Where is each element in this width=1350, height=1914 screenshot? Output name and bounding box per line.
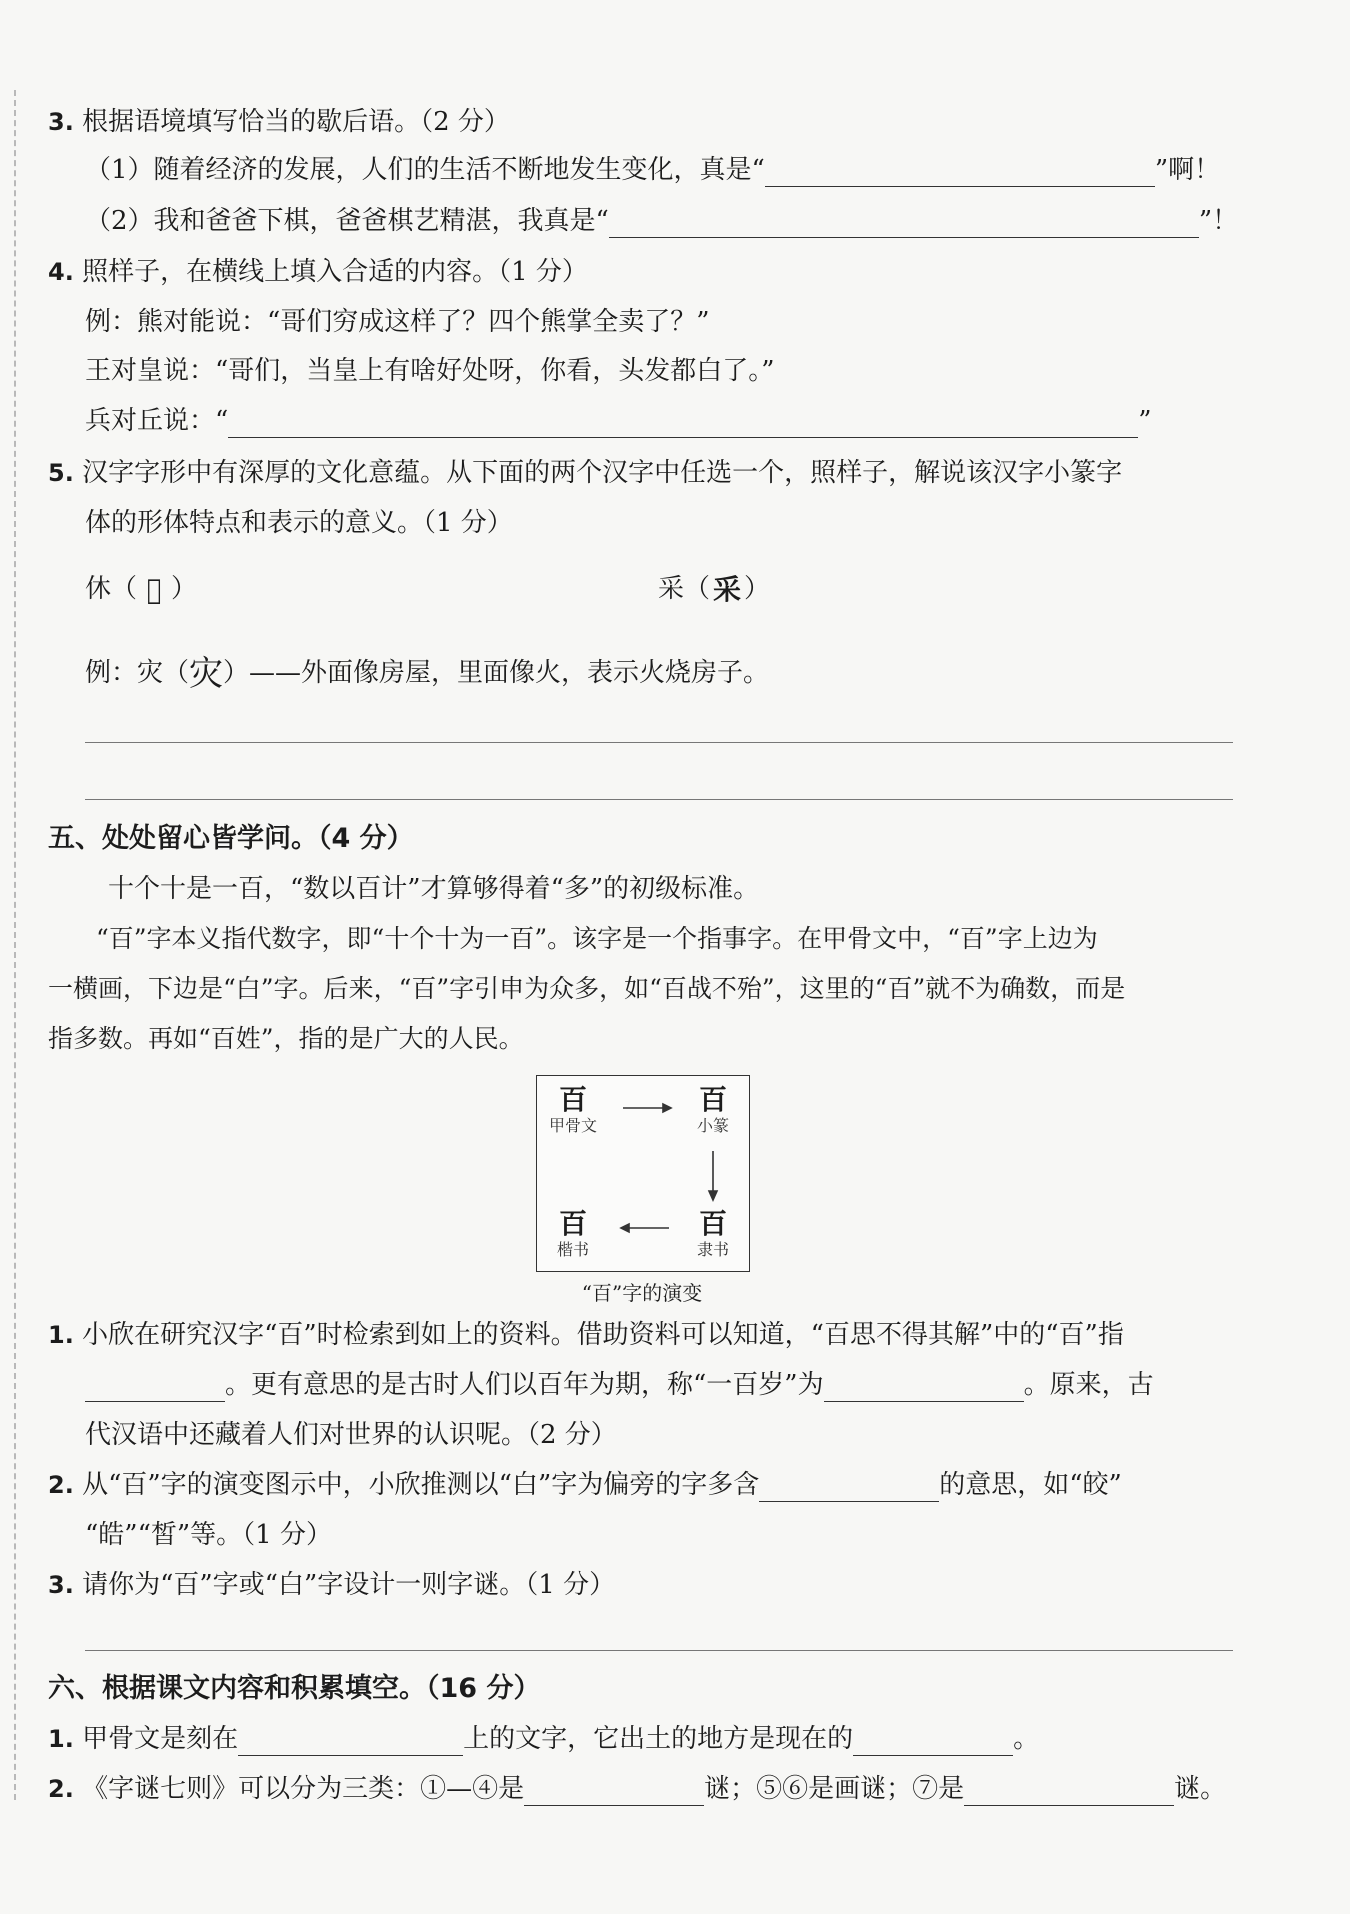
q5-example: [85, 650, 769, 698]
s6-q1-blank-2[interactable]: [853, 1727, 1013, 1756]
q3-title: 根据语境填写恰当的歇后语。（2 分）: [82, 107, 510, 137]
s5-q1-line3: 代汉语中还藏着人们对世界的认识呢。（2 分）: [85, 1420, 617, 1450]
clerical-char: 百: [698, 1207, 727, 1240]
q3-title-row: [48, 105, 510, 139]
section5-paragraph2-line1: “百”字本义指代数字，即“十个十为一百”。该字是一个指事字。在甲骨文中，“百”字上边为: [96, 924, 1098, 953]
s5-q1-text-2: 。更有意思的是古时人们以百年为期，称“一百岁”为: [225, 1370, 824, 1400]
s6-q2-text-1: 《字谜七则》可以分为三类：①—④是: [82, 1774, 525, 1804]
q5-title-1: 汉字字形中有深厚的文化意蕴。从下面的两个汉字中任选一个，照样子，解说该汉字小篆字: [82, 458, 1123, 488]
small-seal-label: 小篆: [696, 1116, 729, 1135]
s6-q1: [48, 1722, 1039, 1756]
s6-q2: [48, 1772, 1226, 1806]
section5-paragraph2-line3: 指多数。再如“百姓”，指的是广大的人民。: [48, 1024, 524, 1053]
small-seal-char: 百: [698, 1083, 727, 1116]
q4-title-row: [48, 255, 588, 289]
s5-q1-number: 1.: [48, 1321, 74, 1349]
section5-paragraph2-line2: 一横画，下边是“白”字。后来，“百”字引申为众多，如“百战不殆”，这里的“百”就不为确数，而是: [48, 974, 1126, 1003]
q4-prompt: [85, 404, 1152, 438]
q5-char1-seal-glyph: 𠇷: [146, 573, 162, 606]
s5-q2-blank[interactable]: [759, 1473, 939, 1502]
q5-answer-line-2[interactable]: [85, 799, 1233, 800]
q5-char2-regular: 采: [658, 574, 685, 604]
section5-paragraph1: 十个十是一百，“数以百计”才算够得着“多”的初级标准。: [108, 874, 760, 904]
oracle-bone-char: 百: [558, 1083, 587, 1116]
regular-label: 楷书: [556, 1240, 589, 1259]
s5-q2-line1: [48, 1468, 1122, 1502]
arrow-down-head: [709, 1191, 717, 1200]
q5-char2-seal-glyph: 采: [713, 573, 742, 606]
q5-char1-close: ）: [171, 574, 198, 604]
q5-example-post: ）——外面像房屋，里面像火，表示火烧房子。: [223, 658, 770, 688]
q4-prompt-end: ”: [1138, 406, 1152, 436]
q5-char2: [658, 570, 770, 610]
s5-q2-number: 2.: [48, 1471, 74, 1499]
q4-prompt-text: 兵对丘说：“: [85, 406, 229, 436]
s6-q2-text-3: 谜。: [1174, 1774, 1227, 1804]
s5-q1-blank-2[interactable]: [824, 1373, 1024, 1402]
diagram-arrows: [537, 1076, 749, 1271]
q4-number: 4.: [48, 258, 74, 286]
regular-char: 百: [558, 1207, 587, 1240]
q3-line1-end: ”啊！: [1154, 155, 1221, 185]
q5-example-seal-glyph: 灾: [189, 654, 224, 694]
s5-q2-text-2: 的意思，如“皎”: [939, 1470, 1122, 1500]
arrow-left-head: [621, 1224, 629, 1232]
q5-char1-open: （: [111, 574, 138, 604]
q4-example2: 王对皇说：“哥们，当皇上有啥好处呀，你看，头发都白了。”: [85, 356, 775, 386]
section5-title: 五、处处留心皆学问。（4 分）: [48, 823, 414, 854]
q3-line1-text: （1）随着经济的发展，人们的生活不断地发生变化，真是“: [85, 155, 765, 185]
s5-q1-text-1: 小欣在研究汉字“百”时检索到如上的资料。借助资料可以知道，“百思不得其解”中的“百”指: [82, 1320, 1124, 1350]
q4-title: 照样子，在横线上填入合适的内容。（1 分）: [82, 257, 588, 287]
s6-q1-number: 1.: [48, 1725, 74, 1753]
q3-line1: [85, 153, 1220, 187]
section6-title: 六、根据课文内容和积累填空。（16 分）: [48, 1673, 541, 1704]
s5-q2-line2: “皓”“皙”等。（1 分）: [85, 1520, 332, 1550]
s6-q2-text-2: 谜；⑤⑥是画谜；⑦是: [704, 1774, 965, 1804]
q3-line2-text: （2）我和爸爸下棋，爸爸棋艺精湛，我真是“: [85, 206, 609, 236]
q5-title-row: [48, 456, 1122, 490]
bai-evolution-diagram: [536, 1075, 750, 1272]
q3-line2-blank[interactable]: [609, 209, 1199, 238]
q5-title-2: 体的形体特点和表示的意义。（1 分）: [85, 508, 513, 538]
clerical-label: 隶书: [696, 1240, 729, 1259]
s6-q1-text-3: 。: [1013, 1724, 1040, 1754]
s5-q3-text: 请你为“百”字或“白”字设计一则字谜。（1 分）: [82, 1570, 616, 1600]
s5-q3-answer-line[interactable]: [85, 1650, 1233, 1651]
s5-q3-line1: [48, 1568, 615, 1602]
s6-q1-text-1: 甲骨文是刻在: [82, 1724, 239, 1754]
q5-example-pre: 例：灾（: [85, 658, 190, 688]
s5-q1-line1: [48, 1318, 1124, 1352]
q3-line2: [85, 204, 1238, 238]
s5-q1-line2: [85, 1368, 1154, 1402]
s6-q1-text-2: 上的文字，它出土的地方是现在的: [463, 1724, 854, 1754]
s6-q2-blank-1[interactable]: [524, 1777, 704, 1806]
q4-blank[interactable]: [228, 409, 1138, 438]
q5-answer-line-1[interactable]: [85, 742, 1233, 743]
s5-q1-blank-1[interactable]: [85, 1373, 225, 1402]
q5-char2-close: ）: [744, 574, 771, 604]
q5-char2-open: （: [684, 574, 711, 604]
binding-margin-line: [14, 90, 16, 1800]
s5-q3-number: 3.: [48, 1571, 74, 1599]
q4-example1: 例：熊对能说：“哥们穷成这样了？四个熊掌全卖了？”: [85, 307, 710, 337]
s5-q1-text-3: 。原来，古: [1023, 1370, 1154, 1400]
arrow-right-head: [663, 1104, 671, 1112]
oracle-bone-label: 甲骨文: [548, 1116, 597, 1135]
s6-q2-blank-2[interactable]: [964, 1777, 1174, 1806]
s5-q2-text-1: 从“百”字的演变图示中，小欣推测以“白”字为偏旁的字多含: [82, 1470, 760, 1500]
s6-q2-number: 2.: [48, 1775, 74, 1803]
q5-number: 5.: [48, 459, 74, 487]
q3-line2-end: ”！: [1198, 206, 1239, 236]
q5-char1: [85, 570, 197, 610]
diagram-caption: “百”字的演变: [581, 1281, 703, 1305]
q5-char1-regular: 休: [85, 574, 112, 604]
q3-line1-blank[interactable]: [765, 158, 1155, 187]
q3-number: 3.: [48, 108, 74, 136]
s6-q1-blank-1[interactable]: [238, 1727, 463, 1756]
